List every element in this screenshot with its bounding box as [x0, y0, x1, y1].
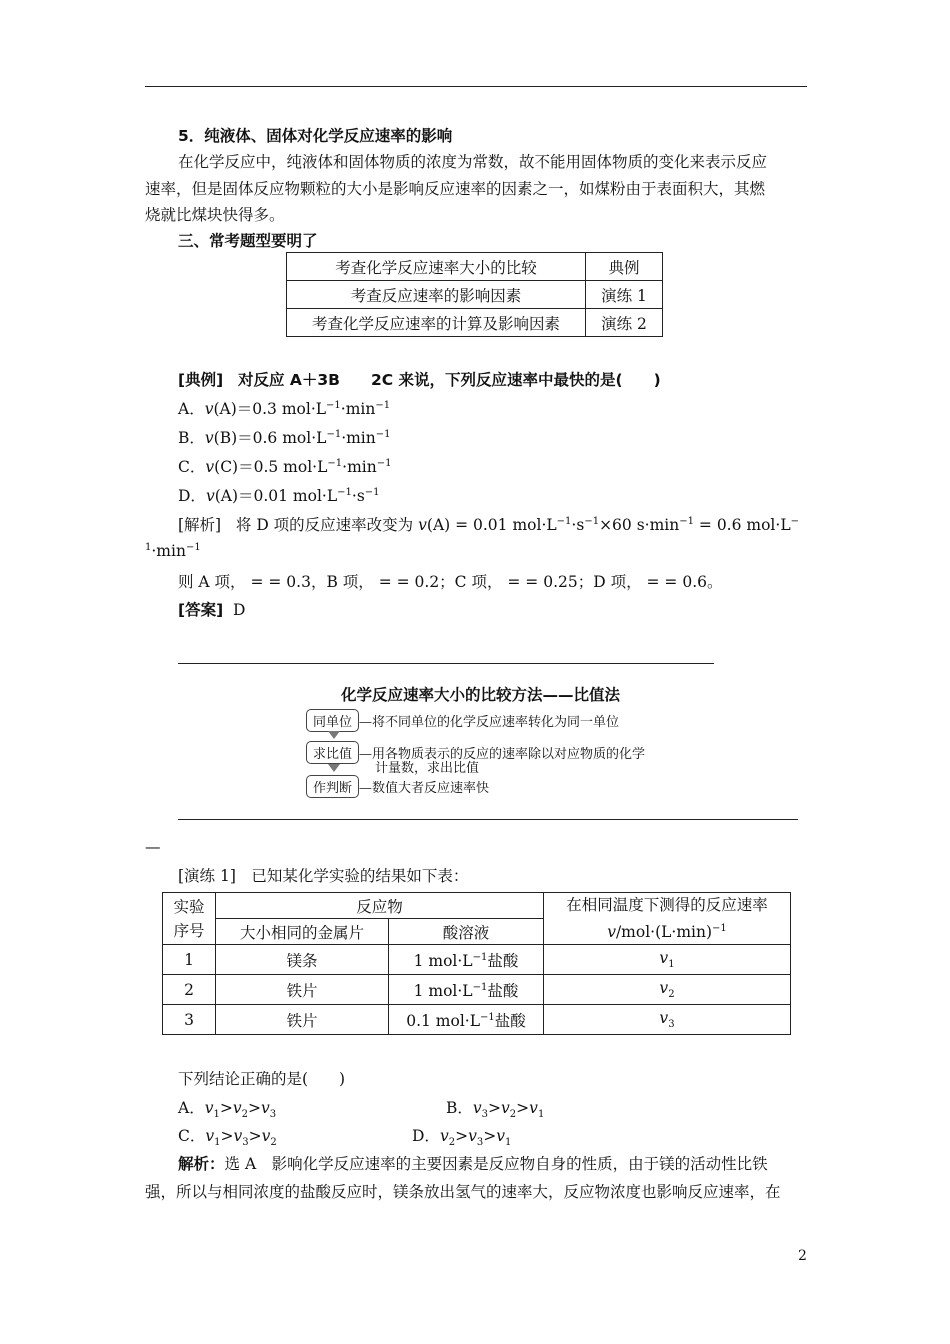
- example-option-a: A．v(A)＝0.3 $mol\cdot L^{-1}\cdot\min^{-1}$: [178, 399, 391, 418]
- example-analysis-line2: $^1\cdot\min^{-1}$: [145, 542, 201, 561]
- experiment-table: [162, 892, 791, 1035]
- method-step-3: 作判断 —数值大者反应速率快: [306, 775, 489, 798]
- type-table-cell: 考查反应速率的影响因素: [287, 281, 586, 309]
- step-box-ratio: 求比值: [306, 741, 359, 764]
- method-bottom-rule: [178, 819, 798, 820]
- table-cell: 2: [163, 975, 216, 1005]
- drill1-question: 下列结论正确的是( ): [178, 1070, 346, 1088]
- example-option-b: B．v(B)＝0.6 $mol\cdot L^{-1}\cdot\min^{-1}$: [178, 428, 391, 447]
- table-cell: $v_2$: [544, 975, 791, 1005]
- drill1-analysis-line1: 解析：选 A 影响化学反应速率的主要因素是反应物自身的性质，由于镁的活动性比铁: [178, 1155, 768, 1173]
- exp-header-cell: 实验 序号: [163, 893, 216, 945]
- section5-heading: 5．纯液体、固体对化学反应速率的影响: [178, 127, 453, 145]
- down-arrow-icon: [328, 764, 340, 772]
- table-cell: 1 $mol\cdot L^{-1}$盐酸: [389, 945, 544, 975]
- drill1-intro: [演练 1] 已知某化学实验的结果如下表：: [178, 867, 469, 885]
- section5-paragraph-line3: 烧就比煤块快得多。: [145, 206, 285, 224]
- example-option-c: C．v(C)＝0.5 $mol\cdot L^{-1}\cdot\min^{-1}$: [178, 457, 392, 476]
- table-cell: 0.1 $mol\cdot L^{-1}$盐酸: [389, 1005, 544, 1035]
- down-arrow-icon: [328, 731, 340, 739]
- table-cell: 镁条: [216, 945, 389, 975]
- question-type-table: [286, 252, 663, 337]
- table-cell: $v_3$: [544, 1005, 791, 1035]
- example-label: [典例]: [178, 371, 224, 389]
- step-box-same-unit: 同单位: [306, 709, 359, 732]
- table-cell: $v_1$: [544, 945, 791, 975]
- example-analysis-line1: [解析] 将 D 项的反应速率改变为 v(A) = 0.01 $mol\cdot L^{-1}\cdot s^{-1}\times 60$ $s\cdot\min^{-1} = 0.6$ mol·L−: [178, 515, 800, 534]
- type-table-header-cell: 典例: [586, 253, 663, 281]
- section5-paragraph-line2: 速率，但是固体反应物颗粒的大小是影响反应速率的因素之一，如煤粉由于表面积大，其燃: [145, 180, 766, 198]
- example-question: [178, 368, 661, 390]
- table-cell: 铁片: [216, 975, 389, 1005]
- example-question-text: 对反应 A＋3B 2C 来说，下列反应速率中最快的是( ): [237, 371, 661, 389]
- method-step-2: 求比值 —用各物质表示的反应的速率除以对应物质的化学: [306, 741, 645, 764]
- header-rule: [145, 86, 807, 87]
- type-table-header-cell: 考查化学反应速率大小的比较: [287, 253, 586, 281]
- type-table-cell: 演练 1: [586, 281, 663, 309]
- example-answer: [答案] D: [178, 601, 246, 619]
- method-top-rule: [178, 663, 714, 664]
- section5-paragraph-line1: 在化学反应中，纯液体和固体物质的浓度为常数，故不能用固体物质的变化来表示反应: [178, 153, 768, 171]
- method-step-1: 同单位 —将不同单位的化学反应速率转化为同一单位: [306, 709, 619, 732]
- reactant-header-cell: 反应物: [216, 893, 544, 919]
- drill1-option-d: D．$v_2>v_3>v_1$: [412, 1127, 512, 1149]
- page-number: 2: [798, 1248, 807, 1264]
- acid-header-cell: 酸溶液: [389, 919, 544, 945]
- table-cell: 3: [163, 1005, 216, 1035]
- table-cell: 1: [163, 945, 216, 975]
- table-cell: 1 $mol\cdot L^{-1}$盐酸: [389, 975, 544, 1005]
- drill1-option-c: C．$v_1>v_3>v_2$: [178, 1127, 277, 1149]
- method-title: 化学反应速率大小的比较方法——比值法: [341, 686, 621, 704]
- rate-header-cell: 在相同温度下测得的反应速率 $v/mol\cdot(L\cdot\min)^{-1}$: [544, 893, 791, 945]
- metal-header-cell: 大小相同的金属片: [216, 919, 389, 945]
- drill1-analysis-line2: 强，所以与相同浓度的盐酸反应时，镁条放出氢气的速率大，反应物浓度也影响反应速率，在: [145, 1183, 781, 1201]
- drill1-analysis-label: 解析：: [178, 1155, 225, 1173]
- step-box-judge: 作判断: [306, 775, 359, 798]
- method-step-2-line2: 计量数，求出比值: [375, 761, 480, 776]
- drill1-option-a: A．$v_1>v_2>v_3$: [178, 1099, 277, 1121]
- example-option-d: D．v(A)＝0.01 $mol\cdot L^{-1}\cdot s^{-1}$: [178, 486, 380, 505]
- drill1-option-b: B．$v_3>v_2>v_1$: [446, 1099, 545, 1121]
- section3-heading: 三、常考题型要明了: [178, 232, 318, 250]
- example-analysis-line3: 则 A 项， = = 0.3，B 项， = = 0.2；C 项， = = 0.25；D 项， = = 0.6。: [178, 573, 723, 591]
- type-table-cell: 考查化学反应速率的计算及影响因素: [287, 309, 586, 337]
- type-table-cell: 演练 2: [586, 309, 663, 337]
- analysis-label: [解析]: [178, 516, 222, 534]
- table-cell: 铁片: [216, 1005, 389, 1035]
- method-dash: —: [145, 838, 161, 856]
